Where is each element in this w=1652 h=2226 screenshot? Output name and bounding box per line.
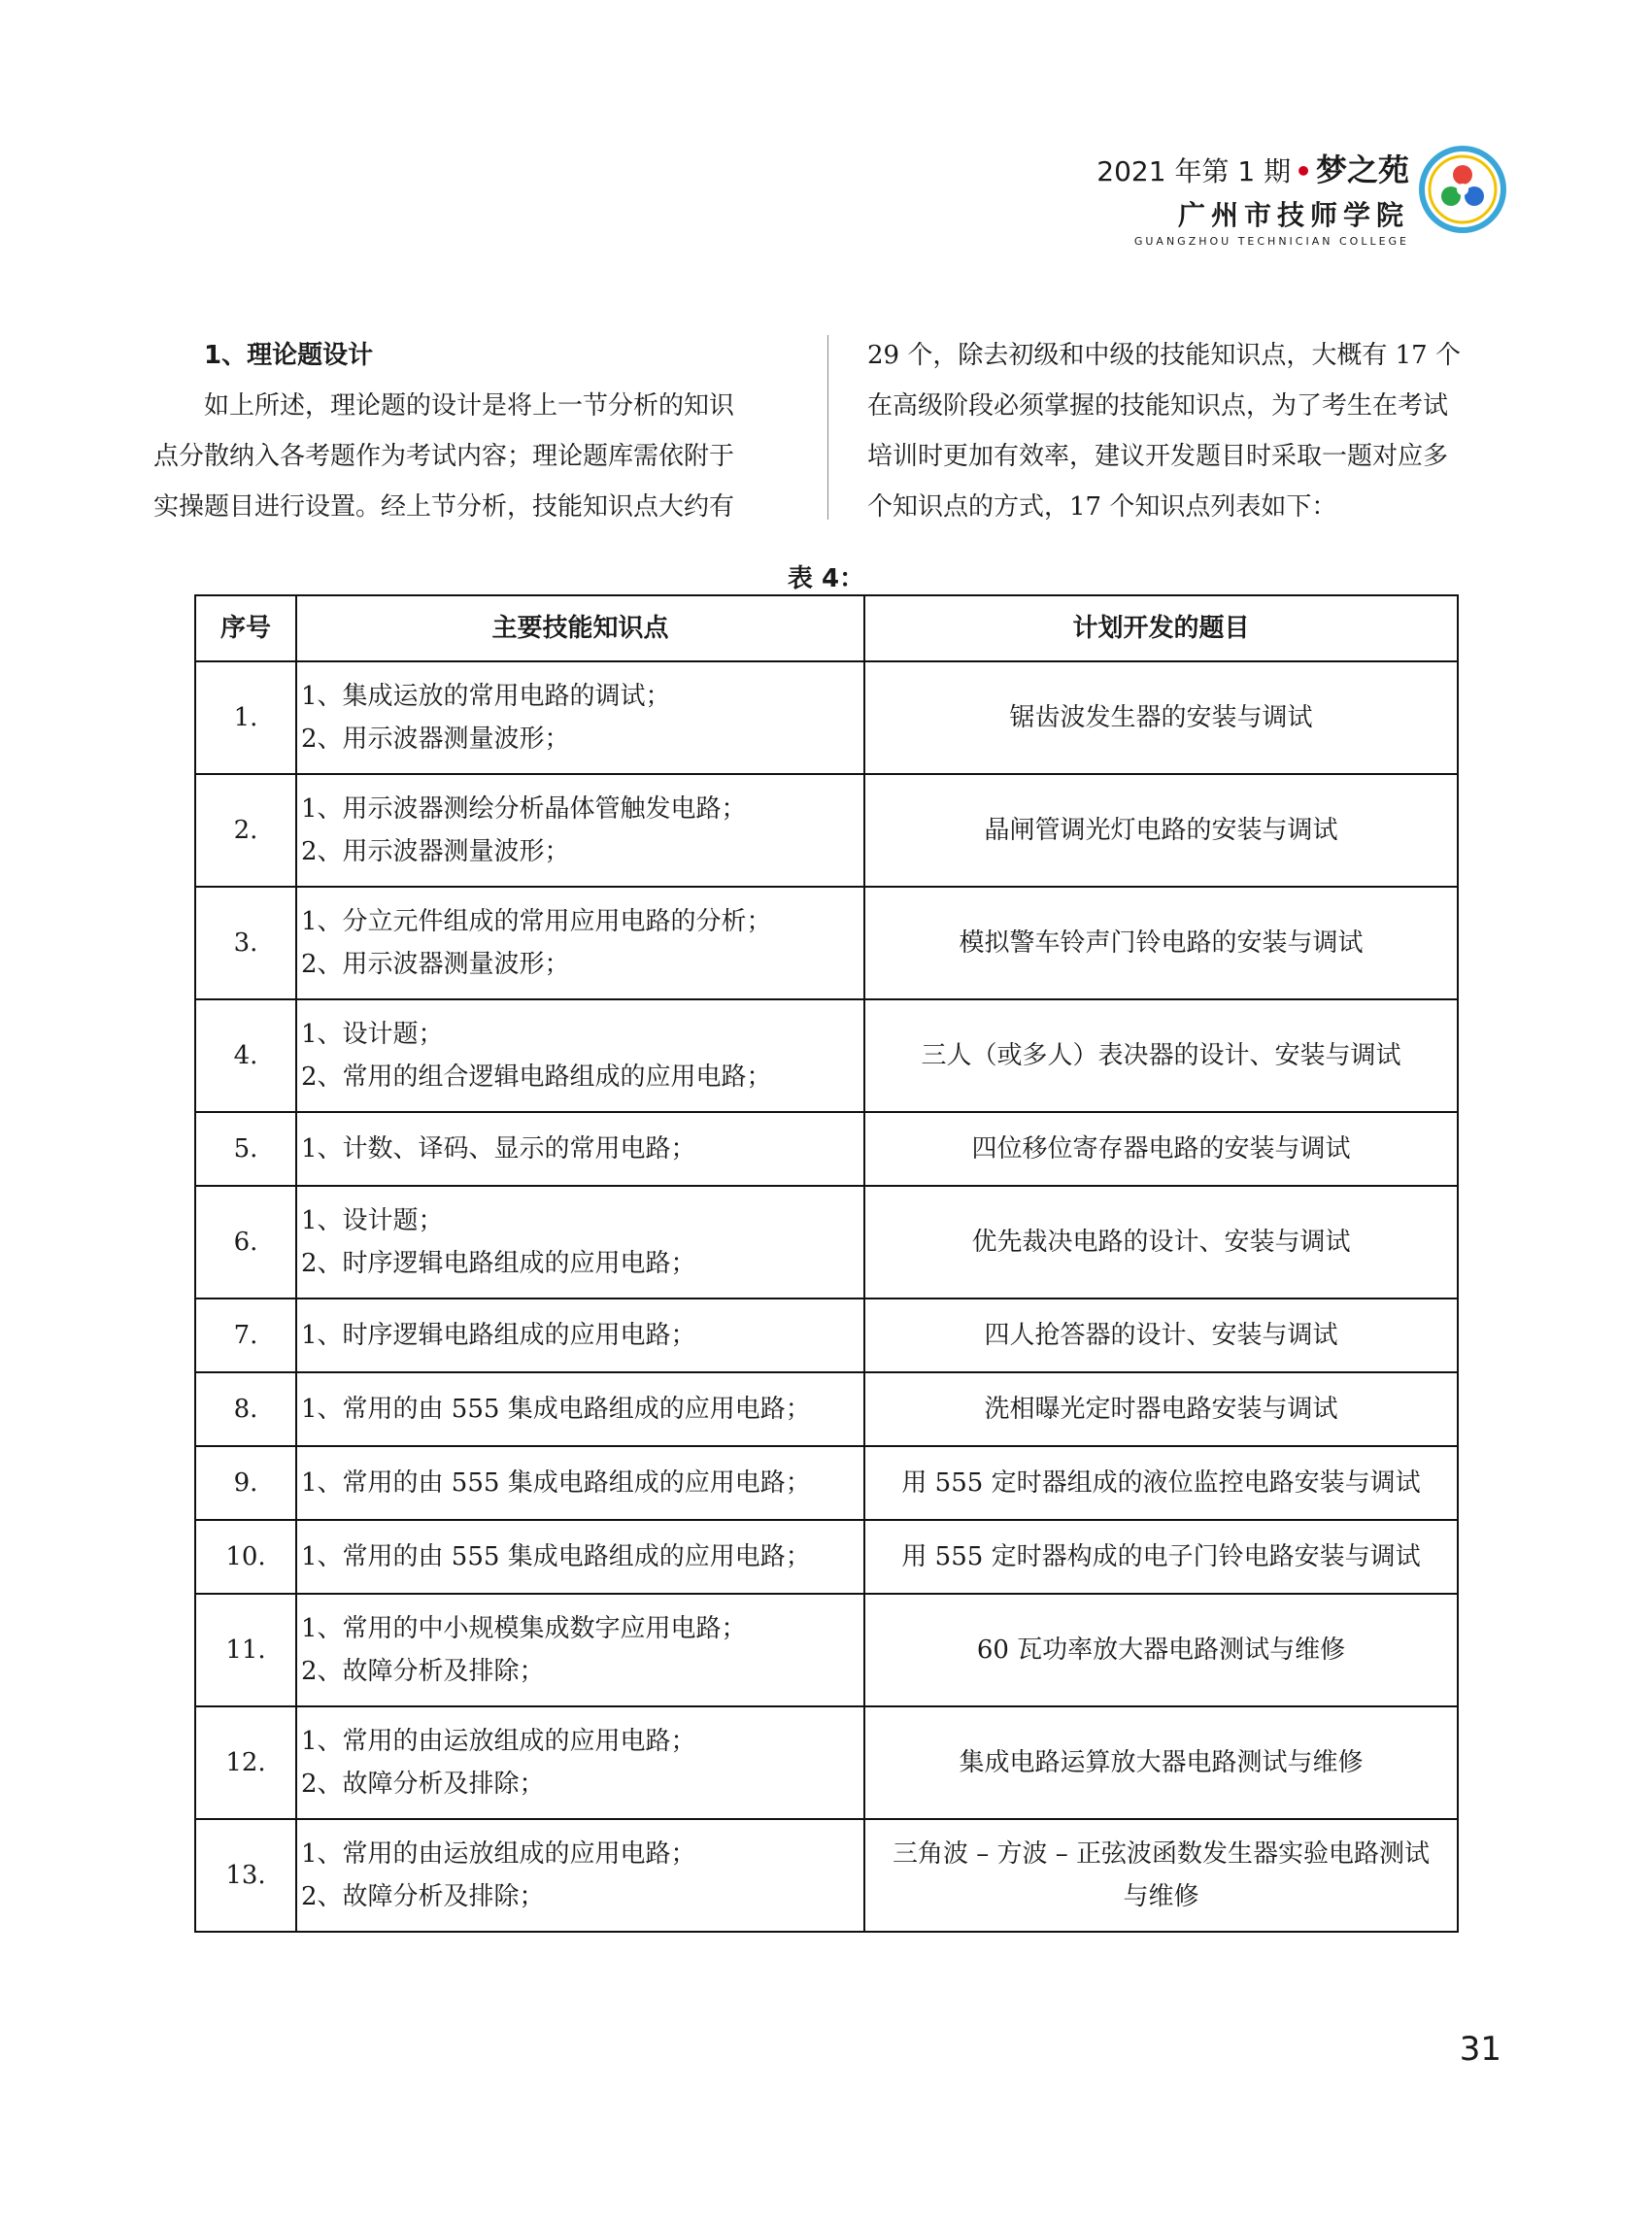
topic-text: 用 555 定时器组成的液位监控电路安装与调试 [901, 1468, 1421, 1498]
row-number: 6. [195, 1186, 296, 1298]
planned-topic-cell [864, 1594, 1458, 1706]
table-header-row [195, 595, 1458, 661]
row-number: 2. [195, 774, 296, 887]
topic-text: 优先裁决电路的设计、安装与调试 [971, 1228, 1351, 1257]
topic-text: 四人抢答器的设计、安装与调试 [984, 1321, 1338, 1350]
topic-text: 三角波 – 方波 – 正弦波函数发生器实验电路测试 [892, 1839, 1431, 1869]
paragraph-line: 如上所述，理论题的设计是将上一节分析的知识 [204, 391, 735, 421]
topic-text: 洗相曝光定时器电路安装与调试 [984, 1395, 1338, 1424]
planned-topic-cell [864, 1372, 1458, 1446]
knowledge-point: 1、常用的由运放组成的应用电路； [301, 1839, 696, 1869]
knowledge-point: 2、常用的组合逻辑电路组成的应用电路； [301, 1062, 772, 1092]
knowledge-point: 2、故障分析及排除； [301, 1770, 545, 1799]
knowledge-point: 1、常用的由 555 集成电路组成的应用电路； [301, 1395, 811, 1424]
table-row [195, 661, 1458, 774]
planned-topic-cell [864, 661, 1458, 774]
knowledge-points-cell [296, 1594, 864, 1706]
row-number: 9. [195, 1446, 296, 1520]
knowledge-point: 1、常用的由 555 集成电路组成的应用电路； [301, 1468, 811, 1498]
planned-topic-cell [864, 1186, 1458, 1298]
planned-topic-cell [864, 999, 1458, 1112]
topic-text: 用 555 定时器构成的电子门铃电路安装与调试 [901, 1542, 1421, 1571]
column-header-planned-topic: 计划开发的题目 [864, 595, 1458, 661]
knowledge-points-cell [296, 1298, 864, 1372]
row-number: 10. [195, 1520, 296, 1594]
row-number: 5. [195, 1112, 296, 1186]
table-row [195, 1706, 1458, 1819]
knowledge-point: 1、分立元件组成的常用应用电路的分析； [301, 907, 772, 936]
knowledge-point: 1、常用的由 555 集成电路组成的应用电路； [301, 1542, 811, 1571]
paragraph-line: 29 个，除去初级和中级的技能知识点，大概有 17 个 [867, 341, 1461, 370]
table-row [195, 1520, 1458, 1594]
paragraph-line: 点分散纳入各考题作为考试内容；理论题库需依附于 [153, 442, 735, 471]
table-caption: 表 4： [787, 564, 865, 593]
topic-text-continued: 与维修 [1123, 1882, 1199, 1911]
issue-label: 2021 年第 1 期 [1096, 155, 1292, 187]
knowledge-points-cell [296, 1520, 864, 1594]
knowledge-points-cell [296, 661, 864, 774]
college-logo-icon [1419, 146, 1506, 233]
table-row [195, 1446, 1458, 1520]
planned-topic-cell [864, 1819, 1458, 1932]
knowledge-points-table [194, 594, 1459, 1933]
red-dot: • [1295, 155, 1312, 187]
knowledge-point: 1、用示波器测绘分析晶体管触发电路； [301, 794, 747, 824]
knowledge-point: 1、常用的中小规模集成数字应用电路； [301, 1614, 747, 1643]
table-row [195, 1372, 1458, 1446]
knowledge-point: 1、设计题； [301, 1020, 444, 1049]
section-heading: 1、理论题设计 [204, 341, 374, 370]
knowledge-points-cell [296, 774, 864, 887]
magazine-title: 梦之苑 [1315, 152, 1409, 188]
knowledge-point: 1、设计题； [301, 1206, 444, 1235]
table-row [195, 1186, 1458, 1298]
page-header [924, 146, 1506, 253]
table-row [195, 1594, 1458, 1706]
header-issue-line [1096, 146, 1409, 190]
paragraph-line: 培训时更加有效率，建议开发题目时采取一题对应多 [867, 442, 1449, 471]
planned-topic-cell [864, 1446, 1458, 1520]
knowledge-points-cell [296, 1372, 864, 1446]
knowledge-point: 2、时序逻辑电路组成的应用电路； [301, 1249, 696, 1278]
topic-text: 锯齿波发生器的安装与调试 [1009, 703, 1313, 732]
knowledge-point: 2、用示波器测量波形； [301, 837, 570, 866]
header-text [1096, 146, 1409, 248]
topic-text: 模拟警车铃声门铃电路的安装与调试 [959, 928, 1364, 958]
school-name-en: GUANGZHOU TECHNICIAN COLLEGE [1133, 235, 1409, 248]
planned-topic-cell [864, 1706, 1458, 1819]
paragraph-line: 实操题目进行设置。经上节分析，技能知识点大约有 [153, 492, 735, 522]
knowledge-point: 2、故障分析及排除； [301, 1657, 545, 1686]
planned-topic-cell [864, 774, 1458, 887]
planned-topic-cell [864, 1298, 1458, 1372]
knowledge-points-cell [296, 1446, 864, 1520]
knowledge-point: 1、时序逻辑电路组成的应用电路； [301, 1321, 696, 1350]
knowledge-points-cell [296, 1112, 864, 1186]
paragraph-line: 在高级阶段必须掌握的技能知识点，为了考生在考试 [867, 391, 1449, 421]
topic-text: 三人（或多人）表决器的设计、安装与调试 [921, 1041, 1401, 1070]
topic-text: 四位移位寄存器电路的安装与调试 [971, 1134, 1351, 1164]
planned-topic-cell [864, 1520, 1458, 1594]
column-divider [827, 335, 828, 520]
page-number: 31 [1459, 2030, 1501, 2069]
row-number: 7. [195, 1298, 296, 1372]
right-column [867, 330, 1508, 532]
column-header-number: 序号 [195, 595, 296, 661]
topic-text: 集成电路运算放大器电路测试与维修 [959, 1748, 1364, 1777]
planned-topic-cell [864, 887, 1458, 999]
knowledge-points-cell [296, 1186, 864, 1298]
column-header-knowledge-points: 主要技能知识点 [296, 595, 864, 661]
row-number: 1. [195, 661, 296, 774]
table-row [195, 1298, 1458, 1372]
topic-text: 60 瓦功率放大器电路测试与维修 [976, 1636, 1346, 1665]
row-number: 11. [195, 1594, 296, 1706]
paragraph-line: 个知识点的方式，17 个知识点列表如下： [867, 492, 1337, 522]
knowledge-points-cell [296, 887, 864, 999]
row-number: 8. [195, 1372, 296, 1446]
knowledge-points-cell [296, 1819, 864, 1932]
knowledge-point: 2、用示波器测量波形； [301, 950, 570, 979]
row-number: 4. [195, 999, 296, 1112]
knowledge-point: 1、常用的由运放组成的应用电路； [301, 1727, 696, 1756]
table-row [195, 887, 1458, 999]
row-number: 3. [195, 887, 296, 999]
knowledge-point: 1、集成运放的常用电路的调试； [301, 682, 671, 711]
knowledge-points-cell [296, 1706, 864, 1819]
left-column [153, 330, 794, 532]
school-name-cn: 广州市技师学院 [1177, 199, 1409, 231]
table-row [195, 1819, 1458, 1932]
knowledge-points-cell [296, 999, 864, 1112]
knowledge-point: 2、故障分析及排除； [301, 1882, 545, 1911]
planned-topic-cell [864, 1112, 1458, 1186]
table-row [195, 999, 1458, 1112]
knowledge-point: 1、计数、译码、显示的常用电路； [301, 1134, 696, 1164]
row-number: 12. [195, 1706, 296, 1819]
topic-text: 晶闸管调光灯电路的安装与调试 [984, 816, 1338, 845]
table-row [195, 1112, 1458, 1186]
table-row [195, 774, 1458, 887]
row-number: 13. [195, 1819, 296, 1932]
knowledge-point: 2、用示波器测量波形； [301, 725, 570, 754]
